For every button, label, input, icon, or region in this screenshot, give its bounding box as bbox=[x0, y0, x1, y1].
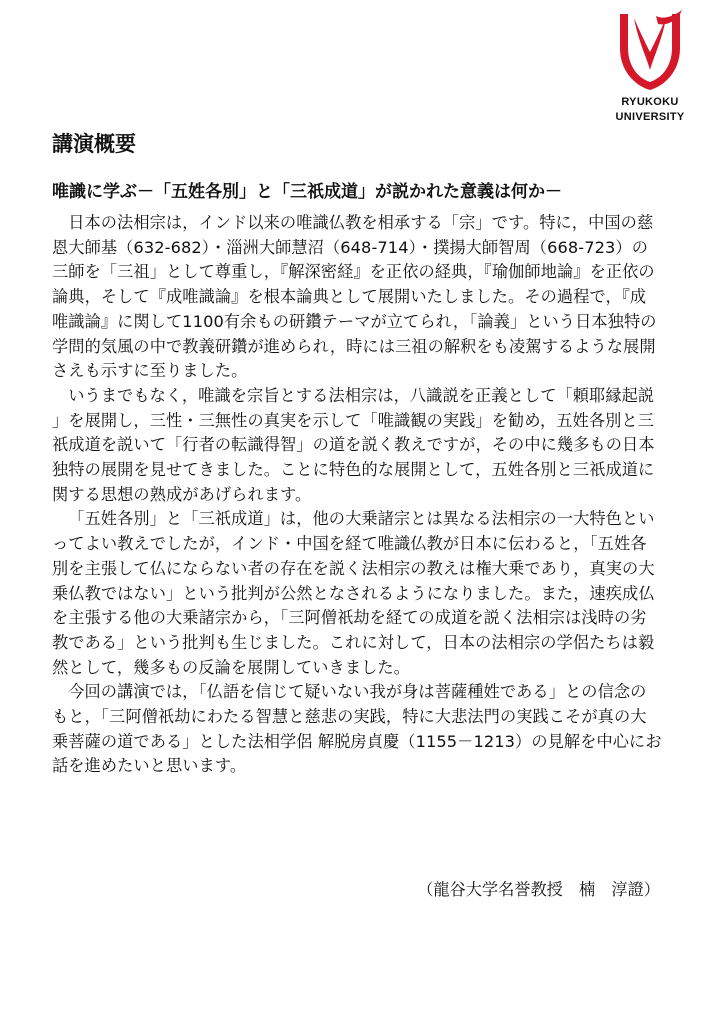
paragraph-3: 「五姓各別」と「三祇成道」は，他の大乗諸宗とは異なる法相宗の一大特色といってよい教えでしたが，インド・中国を経て唯識仏教が日本に伝わると，「五姓各別を主張して仏にならない者の存在を説く法相宗の教えは権大乗であり，真実の大乗仏教ではない」という批判が公然となされるようになりました。また，速疾成仏を主張する他の大乗諸宗から，「三阿僧祇劫を経ての成道を説く法相宗は浅時の劣教である」という批判も生じました。これに対して，日本の法相宗の学侶たちは毅然として，幾多もの反論を展開していきました。 bbox=[52, 509, 655, 677]
author-signature: （龍谷大学名誉教授 楠 淳證） bbox=[417, 880, 660, 899]
paragraph-1: 日本の法相宗は，インド以来の唯識仏教を相承する「宗」です。特に，中国の慈恩大師基（632-682）・淄洲大師慧沼（648-714）・撲揚大師智周（668-723）の三師を「三祖」として尊重し，『解深密経』を正依の経典，『瑜伽師地論』を正依の論典，そして『成唯識論』を根本論典として展開いたしました。その過程で，『成唯識論』に関して1100有余もの研鑽テーマが立てられ，「論義」という日本独特の学問的気風の中で教義研鑽が進められ，時には三祖の解釈をも凌駕するような展開さえも示すに至りました。 bbox=[52, 213, 657, 381]
logo-text-line2: UNIVERSITY bbox=[615, 111, 685, 123]
ryukoku-emblem-icon bbox=[616, 10, 684, 92]
paragraph-2: いうまでもなく，唯識を宗旨とする法相宗は，八識説を正義として「頼耶縁起説」を展開し，三性・三無性の真実を示して「唯識観の実践」を勧め，五姓各別と三祇成道を説いて「行者の転識得智」の道を説く教えですが，その中に幾多もの日本独特の展開を見せてきました。ことに特色的な展開として，五姓各別と三祇成道に関する思想の熟成があげられます。 bbox=[52, 385, 655, 504]
lecture-summary-body bbox=[52, 211, 662, 779]
page-title: 講演概要 bbox=[52, 132, 136, 156]
lecture-subtitle: 唯識に学ぶ－「五姓各別」と「三祇成道」が説かれた意義は何か－ bbox=[52, 182, 562, 202]
university-logo bbox=[600, 10, 700, 130]
paragraph-4: 今回の講演では，「仏語を信じて疑いない我が身は菩薩種姓である」との信念のもと，「三阿僧祇劫にわたる智慧と慈悲の実践，特に大悲法門の実践こそが真の大乗菩薩の道である」とした法相学侶 解脱房貞慶（1155－1213）の見解を中心にお話を進めたいと思います。 bbox=[52, 682, 662, 776]
logo-text-line1: RYUKOKU bbox=[621, 96, 679, 108]
